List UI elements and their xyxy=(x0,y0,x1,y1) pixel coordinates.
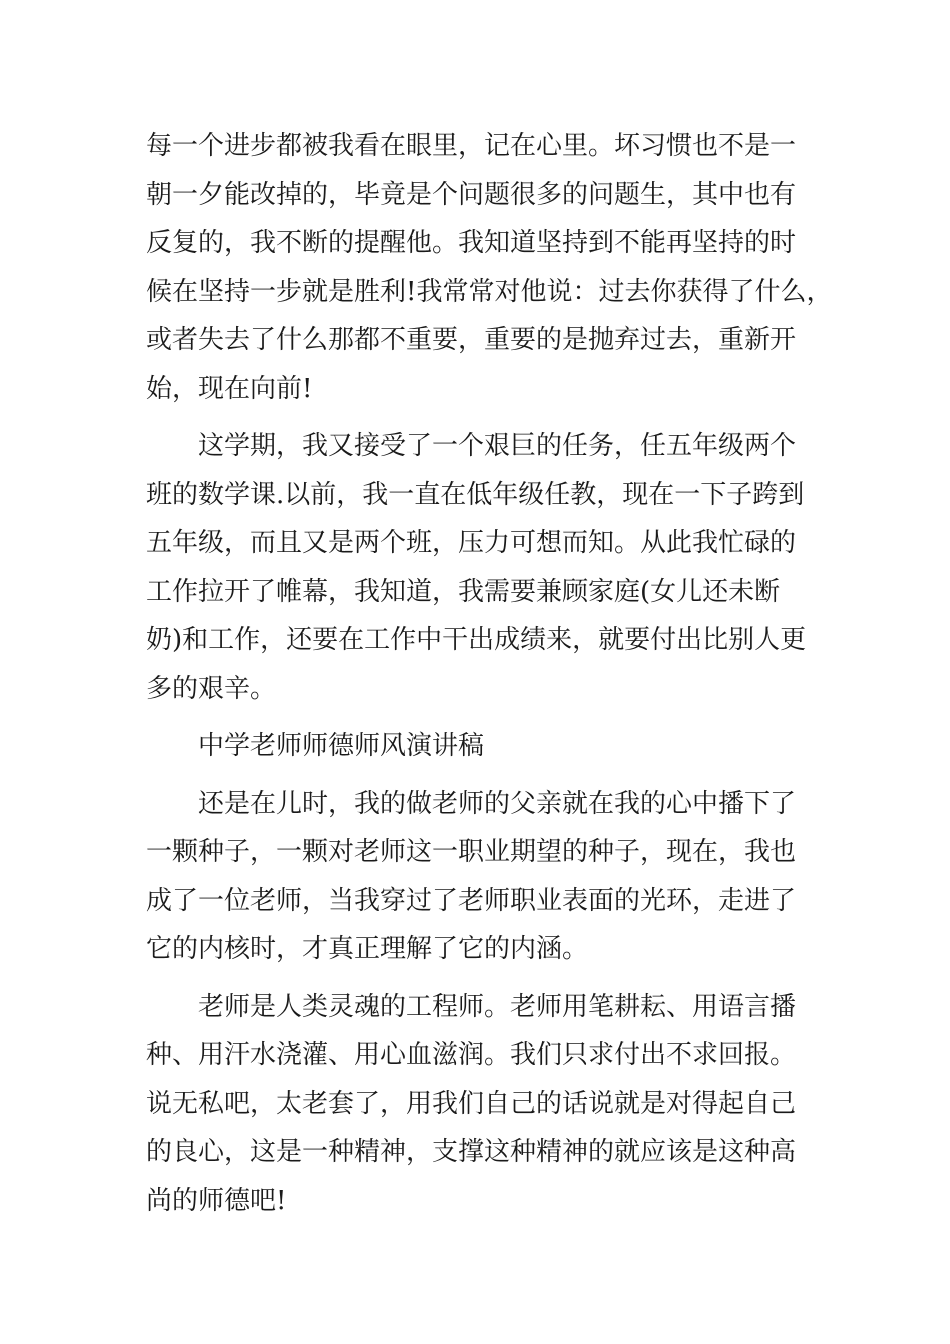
text-line: 反复的，我不断的提醒他。我知道坚持到不能再坚持的时 xyxy=(146,228,797,258)
section-heading: 中学老师师德师风演讲稿 xyxy=(198,731,485,761)
text-line: 说无私吧，太老套了，用我们自己的话说就是对得起自己 xyxy=(146,1088,797,1119)
text-line: 奶)和工作，还要在工作中干出成绩来，就要付出比别人更 xyxy=(146,625,807,655)
text-line: 候在坚持一步就是胜利!我常常对他说：过去你获得了什么， xyxy=(146,276,833,307)
text-line: 朝一夕能改掉的，毕竟是个问题很多的问题生，其中也有 xyxy=(146,179,797,210)
text-line: 种、用汗水浇灌、用心血滋润。我们只求付出不求回报。 xyxy=(146,1040,797,1070)
text-line: 工作拉开了帷幕，我知道，我需要兼顾家庭(女儿还未断 xyxy=(146,576,781,607)
text-line: 成了一位老师，当我穿过了老师职业表面的光环，走进了 xyxy=(146,885,797,916)
text-line: 每一个进步都被我看在眼里，记在心里。坏习惯也不是一 xyxy=(146,131,797,161)
text-line: 多的艰辛。 xyxy=(146,673,277,704)
paragraph-start-line: 老师是人类灵魂的工程师。老师用笔耕耘、用语言播 xyxy=(198,991,797,1022)
text-line: 始，现在向前! xyxy=(146,373,313,404)
text-line: 一颗种子，一颗对老师这一职业期望的种子，现在，我也 xyxy=(146,837,797,867)
text-line: 尚的师德吧! xyxy=(146,1185,287,1216)
paragraph-start-line: 这学期，我又接受了一个艰巨的任务，任五年级两个 xyxy=(198,431,797,461)
text-line: 五年级，而且又是两个班，压力可想而知。从此我忙碌的 xyxy=(146,528,797,558)
text-line: 的良心，这是一种精神，支撑这种精神的就应该是这种高 xyxy=(146,1137,797,1167)
text-line: 班的数学课.以前，我一直在低年级任教，现在一下子跨到 xyxy=(146,479,805,510)
text-line: 或者失去了什么那都不重要，重要的是抛弃过去，重新开 xyxy=(146,325,797,355)
paragraph-start-line: 还是在儿时，我的做老师的父亲就在我的心中播下了 xyxy=(198,788,797,819)
text-line: 它的内核时，才真正理解了它的内涵。 xyxy=(146,934,589,964)
body-text xyxy=(146,122,833,1225)
